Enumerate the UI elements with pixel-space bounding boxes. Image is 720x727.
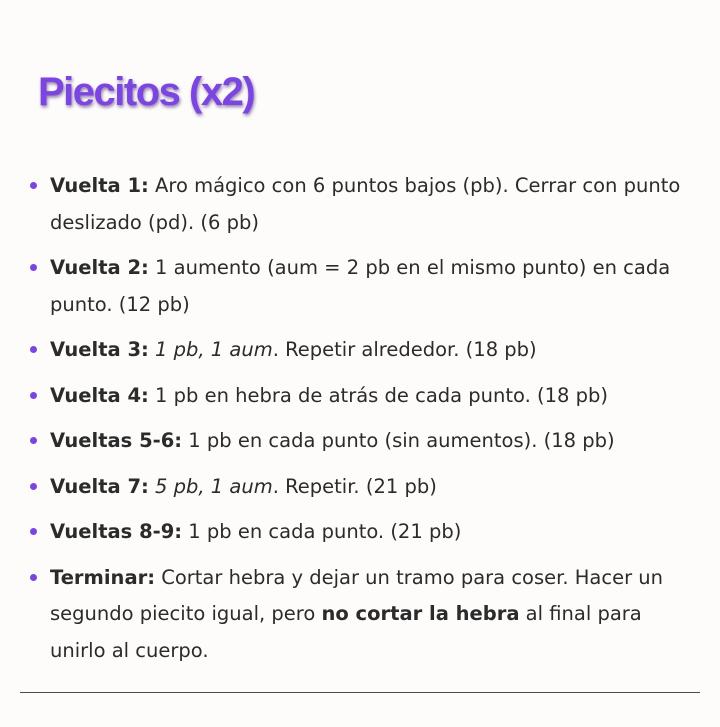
step-label: Terminar: — [50, 565, 156, 589]
step-text: 1 aumento (aum = 2 pb en el mismo punto) en cada punto. (12 pb) — [50, 256, 671, 316]
step-text: Cortar hebra y dejar un tramo para coser. Hacer un segundo piecito igual, pero — [50, 565, 664, 625]
step-text: 1 pb en cada punto (sin aumentos). (18 pb) — [182, 429, 615, 452]
step-italic-text: 5 pb, 1 aum — [148, 474, 273, 498]
bullet-icon — [30, 264, 37, 271]
list-item — [0, 378, 720, 415]
page-title: Piecitos (x2) — [38, 70, 255, 114]
step-emphasis-text: no cortar la hebra — [321, 602, 520, 625]
instruction-list — [0, 168, 720, 678]
bullet-icon — [30, 346, 37, 353]
list-item — [0, 332, 720, 369]
step-label: Vuelta 3: — [50, 338, 149, 361]
bullet-icon — [30, 528, 37, 535]
list-item — [0, 560, 720, 670]
list-item — [0, 423, 720, 460]
step-label: Vuelta 4: — [50, 383, 149, 407]
step-text: . Repetir alrededor. (18 pb) — [272, 338, 537, 361]
bullet-icon — [30, 437, 37, 444]
step-label: Vuelta 7: — [50, 474, 149, 498]
step-italic-text: 1 pb, 1 aum — [148, 338, 273, 361]
bullet-icon — [30, 182, 37, 189]
list-item — [0, 469, 720, 506]
list-item — [0, 168, 720, 241]
step-text: . Repetir. (21 pb) — [272, 474, 437, 498]
list-item — [0, 514, 720, 551]
step-text-end: al final para unirlo al cuerpo. — [50, 602, 642, 662]
step-text: 1 pb en hebra de atrás de cada punto. (18 pb) — [148, 383, 609, 407]
step-label: Vuelta 1: — [50, 174, 149, 197]
step-label: Vueltas 5-6: — [50, 429, 183, 452]
bullet-icon — [30, 392, 37, 399]
step-text: 1 pb en cada punto. (21 pb) — [182, 520, 462, 543]
divider — [20, 692, 700, 693]
bullet-icon — [30, 574, 37, 581]
step-text: Aro mágico con 6 puntos bajos (pb). Cerrar con punto deslizado (pd). (6 pb) — [50, 174, 681, 234]
step-label: Vueltas 8-9: — [50, 520, 183, 543]
list-item — [0, 250, 720, 323]
bullet-icon — [30, 483, 37, 490]
step-label: Vuelta 2: — [50, 256, 149, 279]
